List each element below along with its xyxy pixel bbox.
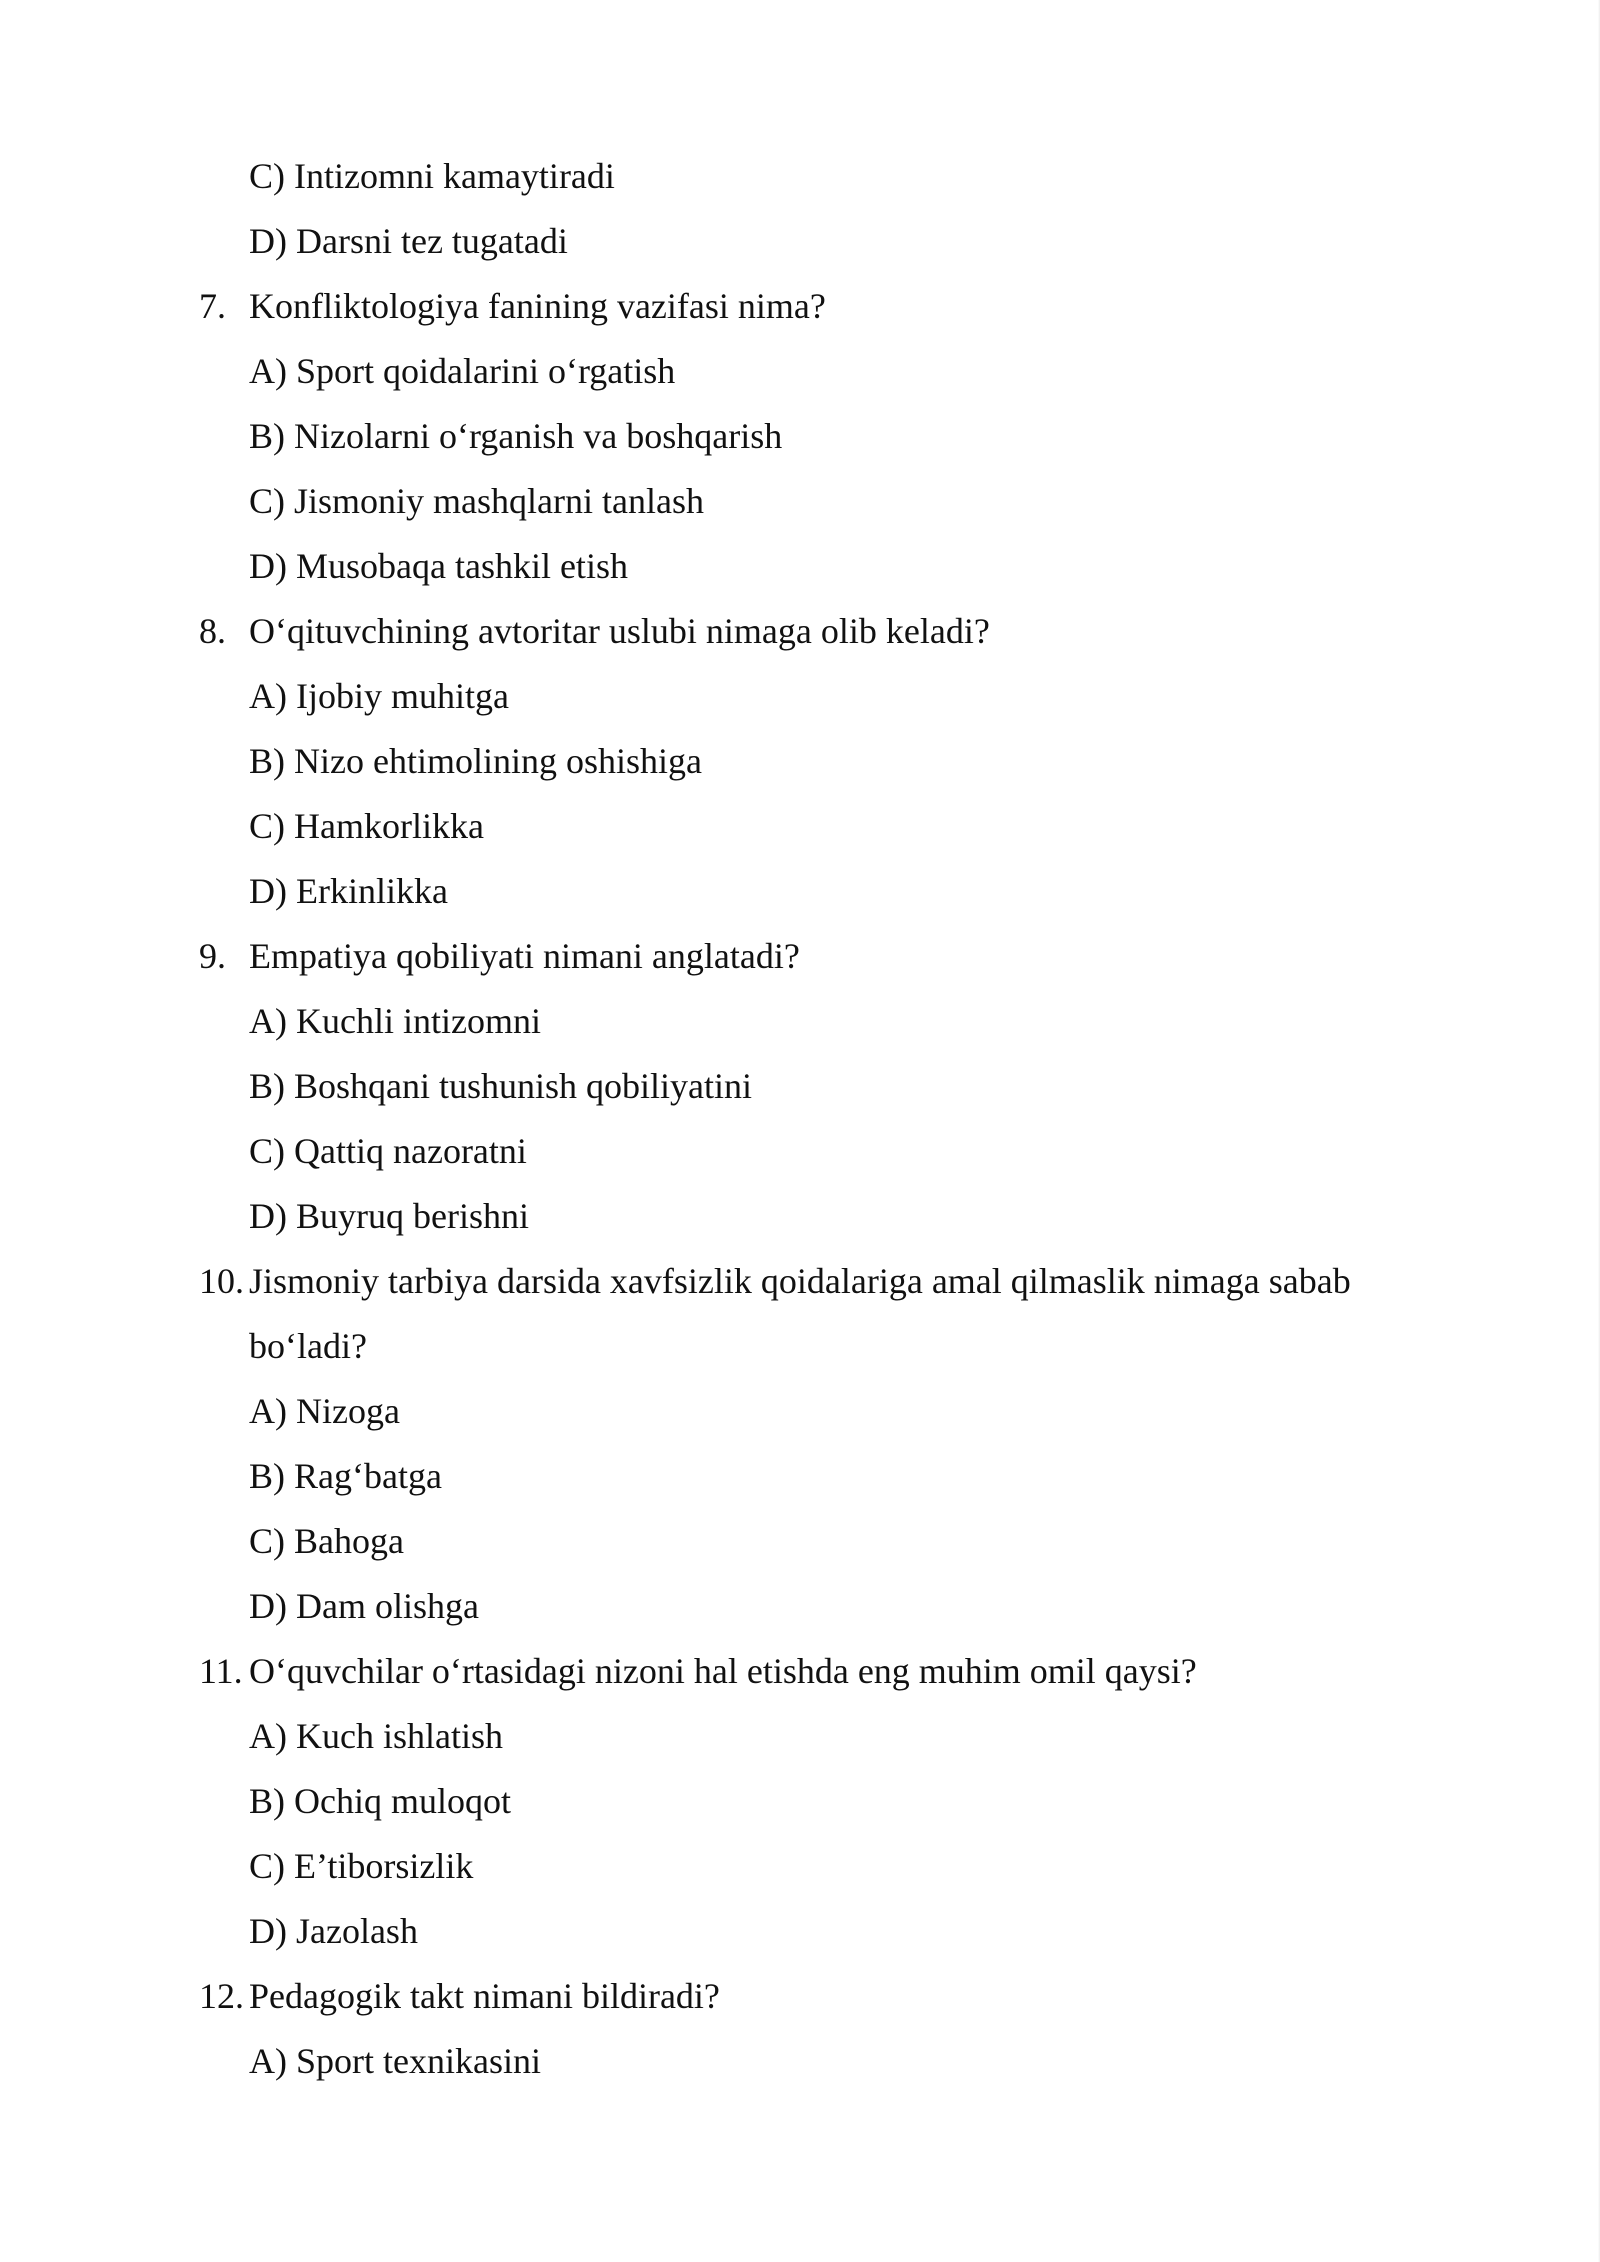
option-line: B) Nizolarni o‘rganish va boshqarish [249, 416, 783, 456]
option-line: D) Dam olishga [249, 1586, 479, 1626]
option-line: D) Buyruq berishni [249, 1196, 529, 1236]
option-line: A) Kuch ishlatish [249, 1716, 503, 1756]
question-text: Empatiya qobiliyati nimani anglatadi? [249, 936, 800, 976]
option-line: B) Nizo ehtimolining oshishiga [249, 741, 702, 781]
question-number: 8. [199, 611, 226, 651]
option-line: B) Ochiq muloqot [249, 1781, 511, 1821]
option-line: A) Ijobiy muhitga [249, 676, 509, 716]
option-line: D) Jazolash [249, 1911, 418, 1951]
option-line: C) Qattiq nazoratni [249, 1131, 527, 1171]
option-line: C) Intizomni kamaytiradi [249, 156, 615, 196]
question-text-continuation: bo‘ladi? [249, 1326, 367, 1366]
question-line [0, 930, 1600, 995]
question-number: 10. [199, 1261, 244, 1301]
question-text: Jismoniy tarbiya darsida xavfsizlik qoidalariga amal qilmaslik nimaga sabab [249, 1261, 1351, 1301]
question-text: O‘qituvchining avtoritar uslubi nimaga olib keladi? [249, 611, 990, 651]
question-number: 9. [199, 936, 226, 976]
question-number: 11. [199, 1651, 243, 1691]
option-line: C) Bahoga [249, 1521, 404, 1561]
question-text: O‘quvchilar o‘rtasidagi nizoni hal etishda eng muhim omil qaysi? [249, 1651, 1197, 1691]
option-line: A) Kuchli intizomni [249, 1001, 541, 1041]
question-text: Pedagogik takt nimani bildiradi? [249, 1976, 720, 2016]
option-line: C) E’tiborsizlik [249, 1846, 474, 1886]
question-list [0, 150, 1600, 2100]
option-line: C) Jismoniy mashqlarni tanlash [249, 481, 704, 521]
option-line: A) Nizoga [249, 1391, 400, 1431]
question-number: 7. [199, 286, 226, 326]
option-line: A) Sport texnikasini [249, 2041, 541, 2081]
question-line [0, 280, 1600, 345]
question-text: Konfliktologiya fanining vazifasi nima? [249, 286, 826, 326]
question-line [0, 605, 1600, 670]
question-line [0, 1970, 1600, 2035]
option-line: B) Boshqani tushunish qobiliyatini [249, 1066, 753, 1106]
option-line: A) Sport qoidalarini o‘rgatish [249, 351, 676, 391]
option-line: D) Darsni tez tugatadi [249, 221, 568, 261]
option-line: D) Musobaqa tashkil etish [249, 546, 628, 586]
question-number: 12. [199, 1976, 244, 2016]
question-line [0, 1255, 1600, 1320]
option-line: B) Rag‘batga [249, 1456, 442, 1496]
question-line [0, 1645, 1600, 1710]
option-line: C) Hamkorlikka [249, 806, 484, 846]
option-line: D) Erkinlikka [249, 871, 448, 911]
